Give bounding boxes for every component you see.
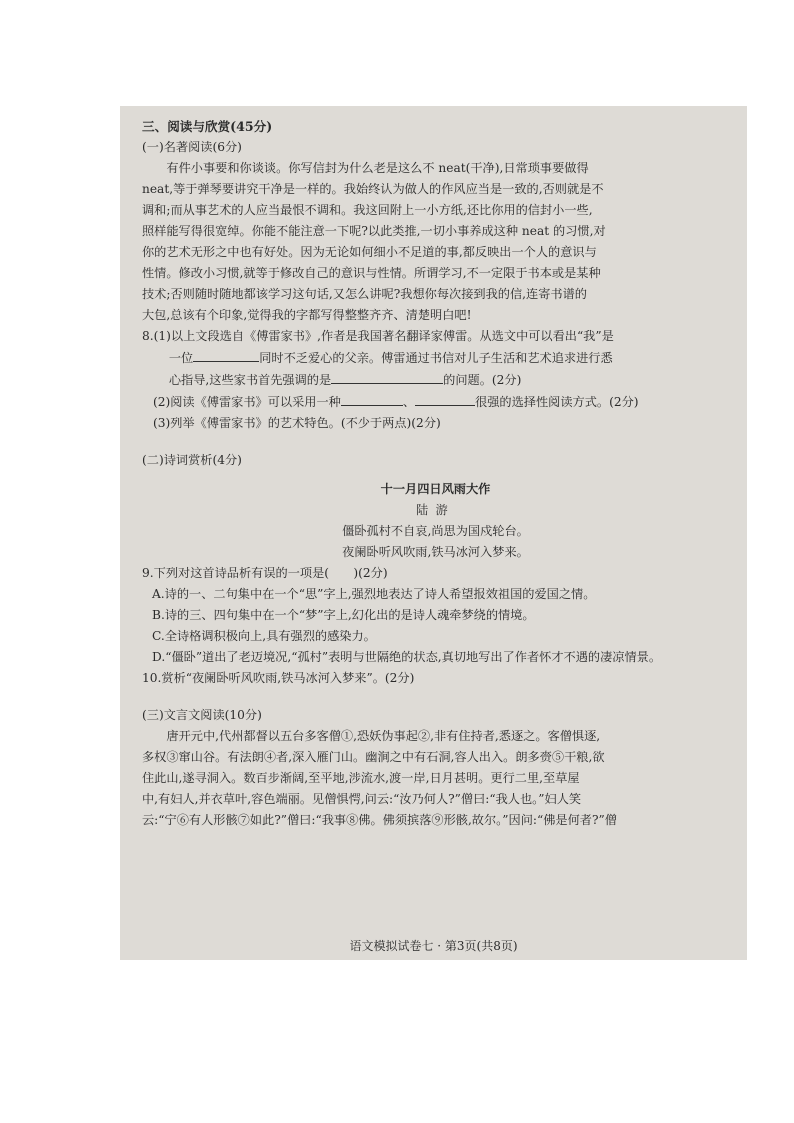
question-8-3: (3)列举《傅雷家书》的艺术特色。(不少于两点)(2分) <box>152 416 441 430</box>
option-a[interactable]: A.诗的一、二句集中在一个“思”字上,强烈地表达了诗人希望报效祖国的爱国之情。 <box>152 587 596 601</box>
poem-line: 夜阑卧听风吹雨,铁马冰河入梦来。 <box>342 545 529 559</box>
excerpt-paragraph <box>142 158 729 326</box>
passage-line: 多权③窜山谷。有法朗④者,深入雁门山。幽涧之中有石洞,容人出入。朗多赍⑤干粮,欲 <box>142 750 605 764</box>
q8-text: 、 <box>402 395 416 409</box>
page-footer: 语文模拟试卷七 · 第3页(共8页) <box>349 939 518 953</box>
question-8-1-line2 <box>142 347 729 369</box>
question-9: 9.下列对这首诗品析有误的一项是( )(2分) <box>142 566 388 580</box>
q8-text: 一位 <box>168 351 194 365</box>
question-8-1-line3 <box>142 369 729 391</box>
question-10: 10.赏析“夜阑卧听风吹雨,铁马冰河入梦来”。(2分) <box>142 671 415 685</box>
q8-text: (2)阅读《傅雷家书》可以采用一种 <box>152 395 341 409</box>
question-8-1: 8.(1)以上文段选自《傅雷家书》,作者是我国著名翻译家傅雷。从选文中可以看出“我”是 <box>142 329 614 343</box>
q8-text: 心指导,这些家书首先强调的是 <box>168 373 332 387</box>
excerpt-line: 性情。修改小习惯,就等于修改自己的意识与性情。所谓学习,不一定限于书本或是某种 <box>142 266 601 280</box>
part3-heading: (三)文言文阅读(10分) <box>142 708 262 722</box>
answer-blank[interactable] <box>341 391 403 406</box>
passage-line: 中,有妇人,并衣草叶,容色端丽。见僧惧愕,问云:“汝乃何人?”僧曰:“我人也。”妇人笑 <box>142 792 582 806</box>
exam-page <box>120 106 747 960</box>
poem-author: 陆游 <box>415 503 455 517</box>
question-8-2 <box>142 391 729 413</box>
excerpt-line: neat,等于弹琴要讲究干净是一样的。我始终认为做人的作风应当是一致的,否则就是不 <box>142 182 604 196</box>
passage-line: 住此山,遂寻洞入。数百步渐阔,至平地,涉流水,渡一岸,日月甚明。更行二里,至草屋 <box>142 771 580 785</box>
passage-line: 唐开元中,代州都督以五台多客僧①,恐妖伪事起②,非有住持者,悉逐之。客僧惧逐, <box>166 729 601 743</box>
option-b[interactable]: B.诗的三、四句集中在一个“梦”字上,幻化出的是诗人魂牵梦绕的情境。 <box>152 608 535 622</box>
answer-blank[interactable] <box>193 347 259 362</box>
q8-text: 很强的选择性阅读方式。(2分) <box>475 395 639 409</box>
part2-heading: (二)诗词赏析(4分) <box>142 453 242 467</box>
excerpt-line: 调和;而从事艺术的人应当最恨不调和。我这回附上一小方纸,还比你用的信封小一些, <box>142 203 593 217</box>
passage-line: 云:“宁⑥有人形骸⑦如此?”僧曰:“我事⑧佛。佛须摈落⑨形骸,故尔。”因问:“佛是何者?”僧 <box>142 813 617 827</box>
part1-heading: (一)名著阅读(6分) <box>142 140 242 154</box>
poem-line: 僵卧孤村不自哀,尚思为国戍轮台。 <box>342 524 529 538</box>
classical-passage <box>142 726 729 831</box>
option-c[interactable]: C.全诗格调积极向上,具有强烈的感染力。 <box>152 629 376 643</box>
answer-blank[interactable] <box>415 391 475 406</box>
q8-text: 的问题。(2分) <box>443 373 522 387</box>
answer-blank[interactable] <box>331 369 443 384</box>
q8-text: 同时不乏爱心的父亲。傅雷通过书信对儿子生活和艺术追求进行悉 <box>259 351 613 365</box>
excerpt-line: 你的艺术无形之中也有好处。因为无论如何细小不足道的事,都反映出一个人的意识与 <box>142 245 597 259</box>
excerpt-line: 照样能写得很宽绰。你能不能注意一下呢?以此类推,一切小事养成这种 neat 的习惯,对 <box>142 224 606 238</box>
excerpt-line: 大包,总该有个印象,觉得我的字都写得整整齐齐、清楚明白吧! <box>142 308 472 322</box>
excerpt-line: 技术;否则随时随地都该学习这句话,又怎么讲呢?我想你每次接到我的信,连寄书谱的 <box>142 287 587 301</box>
poem-title: 十一月四日风雨大作 <box>380 482 491 496</box>
section-heading: 三、阅读与欣赏(45分) <box>142 119 273 134</box>
option-d[interactable]: D.“僵卧”道出了老迈境况,“孤村”表明与世隔绝的状态,真切地写出了作者怀才不遇的凄凉情景。 <box>152 650 662 664</box>
excerpt-line: 有件小事要和你谈谈。你写信封为什么老是这么不 neat(干净),日常琐事要做得 <box>166 161 589 175</box>
